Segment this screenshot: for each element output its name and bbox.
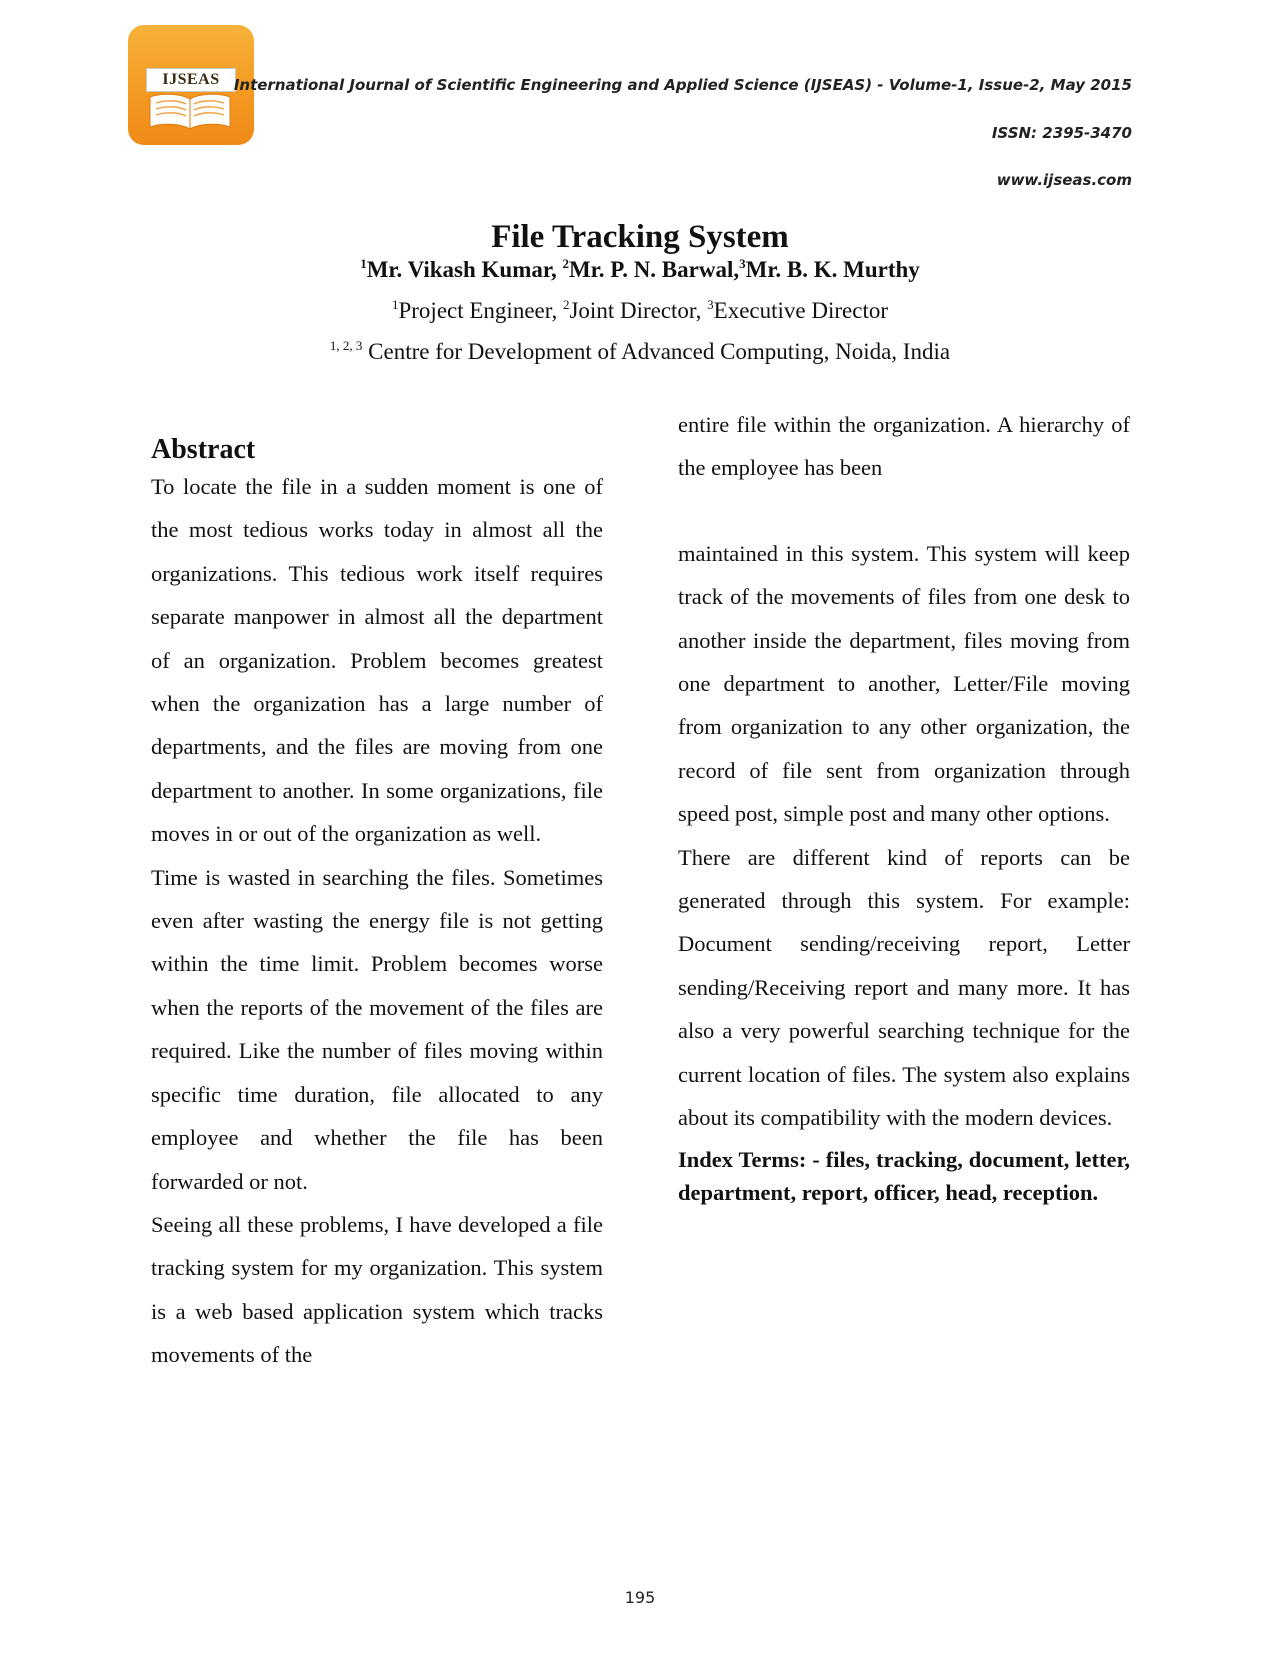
abstract-paragraph-1: To locate the file in a sudden moment is one of the most tedious works today in almost all the organizations. This tedious work itself requires separate manpower in almost all the department of an organization. Problem becomes greatest when the organization has a large number of departments, and the files are moving from one department to another. In some organizations, file moves in or out of the organization as well. bbox=[151, 474, 603, 847]
column-break-gap bbox=[678, 490, 1130, 532]
abstract-paragraph-2: Time is wasted in searching the files. Sometimes even after wasting the energy file is not getting within the time limit. Problem becomes worse when the reports of the movement of the files are required. Like the number of files moving within specific time duration, file allocated to any employee and whether the file has been forwarded or not. bbox=[151, 864, 603, 1194]
role-number: 1 bbox=[391, 297, 399, 312]
affiliation-numbers: 1, 2, 3 bbox=[329, 338, 363, 353]
author-name: Mr. P. N. Barwal, bbox=[568, 257, 740, 282]
author-list bbox=[0, 255, 1280, 285]
journal-title: International Journal of Scientific Engineering and Applied Science (IJSEAS) - Volume-1, Issue-2, May 2015 bbox=[233, 76, 1132, 94]
index-terms: Index Terms: - files, tracking, document, letter, department, report, officer, head, reception. bbox=[678, 1146, 1130, 1205]
affiliation-text: Centre for Development of Advanced Computing, Noida, India bbox=[368, 339, 951, 364]
journal-issn: ISSN: 2395-3470 bbox=[991, 124, 1132, 142]
abstract-paragraph-4: maintained in this system. This system will keep track of the movements of files from one desk to another inside the department, files moving from one department to another, Letter/File moving from organization to any other organization, the record of file sent from organization through speed post, simple post and many other options. bbox=[678, 540, 1130, 827]
role-name: Joint Director, bbox=[569, 298, 702, 323]
journal-website[interactable]: www.ijseas.com bbox=[996, 171, 1132, 189]
role-name: Executive Director bbox=[713, 298, 889, 323]
role-number: 2 bbox=[562, 297, 570, 312]
author-name: Mr. Vikash Kumar, bbox=[366, 257, 557, 282]
page-number: 195 bbox=[624, 1588, 656, 1607]
left-column bbox=[151, 435, 603, 1377]
paper-title: File Tracking System bbox=[491, 219, 789, 255]
role-number: 3 bbox=[707, 297, 714, 312]
author-roles bbox=[0, 296, 1280, 326]
abstract-paragraph-5: There are different kind of reports can be generated through this system. For example: Document sending/receiving report, Letter sending/Receiving report and many more. It has also a very powerful searching technique for the current location of files. The system also explains about its compatibility with the modern devices. bbox=[678, 844, 1130, 1131]
author-name: Mr. B. K. Murthy bbox=[745, 257, 920, 282]
author-number: 3 bbox=[739, 256, 746, 271]
author-number: 2 bbox=[562, 256, 569, 271]
open-book-icon bbox=[146, 93, 234, 131]
logo-text: IJSEAS bbox=[146, 68, 236, 92]
right-column bbox=[678, 403, 1130, 1209]
role-name: Project Engineer, bbox=[398, 298, 558, 323]
abstract-paragraph-3: Seeing all these problems, I have developed a file tracking system for my organization. This system is a web based application system which tracks movements of the bbox=[151, 1211, 603, 1368]
abstract-heading: Abstract bbox=[151, 434, 256, 465]
affiliation bbox=[0, 337, 1280, 367]
author-number: 1 bbox=[360, 256, 367, 271]
abstract-paragraph-3-continued: entire file within the organization. A hierarchy of the employee has been bbox=[678, 412, 1130, 481]
